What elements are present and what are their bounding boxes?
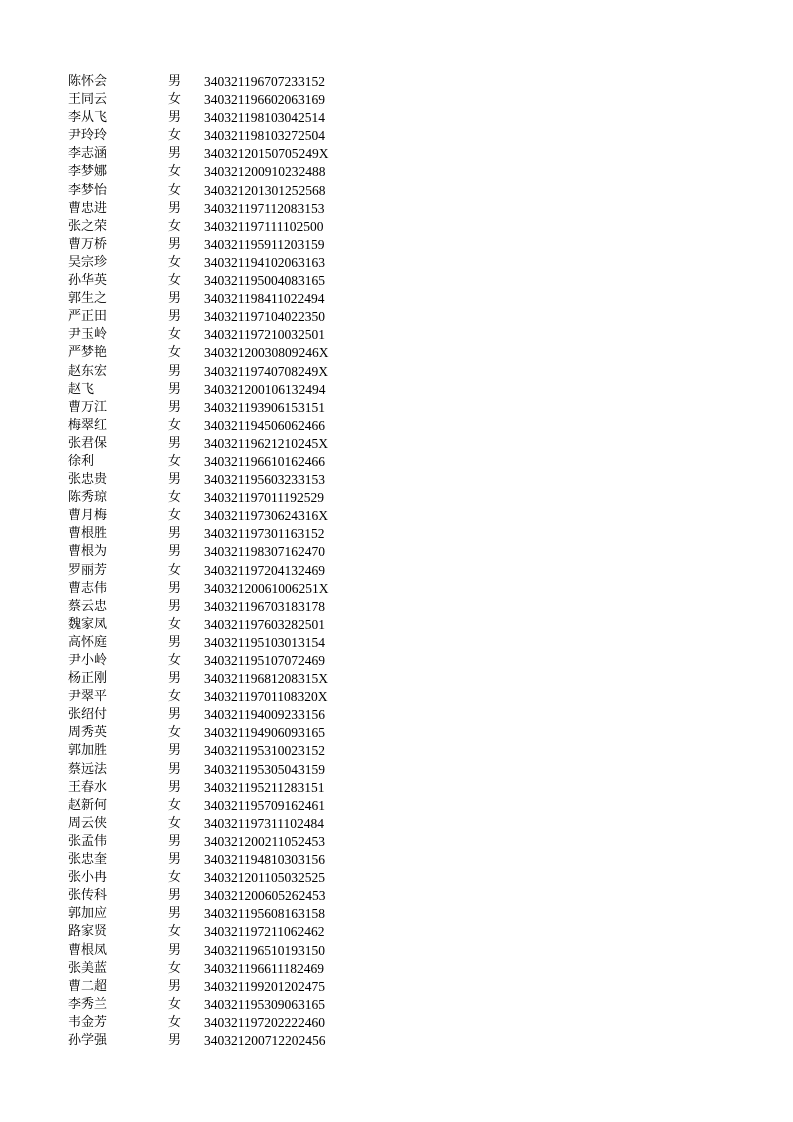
person-name: 周秀英 [68, 725, 108, 741]
roster-row [68, 399, 368, 417]
person-id-number: 340321198307162470 [204, 544, 325, 560]
person-id-number: 340321196610162466 [204, 453, 325, 469]
person-name: 陈怀会 [68, 74, 108, 89]
person-name: 徐利 [68, 453, 95, 469]
roster-row [68, 833, 368, 851]
person-sex: 男 [168, 526, 182, 542]
roster-row [68, 417, 368, 435]
person-name: 蔡云忠 [68, 598, 108, 614]
person-id-number: 340321198103272504 [204, 128, 325, 144]
roster-row [68, 326, 368, 344]
person-name: 曹二超 [68, 978, 108, 994]
person-sex: 女 [168, 453, 182, 469]
person-name: 郭生之 [68, 291, 108, 307]
person-id-number: 340321194906093165 [204, 725, 325, 741]
person-sex: 女 [168, 996, 182, 1012]
person-name: 曹万江 [68, 399, 108, 415]
person-sex: 女 [168, 417, 182, 433]
person-id-number: 340321196510193150 [204, 942, 325, 958]
person-name: 曹月梅 [68, 508, 108, 524]
person-id-number: 340321194810303156 [204, 852, 325, 868]
person-name: 郭加应 [68, 906, 108, 922]
person-sex: 女 [168, 870, 182, 886]
person-name: 路家贤 [68, 924, 108, 940]
roster-row [68, 73, 368, 91]
person-id-number: 34032119621210245X [204, 435, 328, 451]
person-sex: 男 [168, 580, 182, 596]
roster-row [68, 200, 368, 218]
person-sex: 男 [168, 779, 182, 795]
person-sex: 男 [168, 200, 182, 216]
person-sex: 女 [168, 616, 182, 632]
person-sex: 男 [168, 852, 182, 868]
person-id-number: 340321201105032525 [204, 870, 325, 886]
person-name: 曹忠进 [68, 200, 108, 216]
person-sex: 女 [168, 490, 182, 506]
roster-row [68, 489, 368, 507]
person-name: 张之荣 [68, 218, 108, 234]
person-name: 郭加胜 [68, 743, 108, 759]
person-sex: 男 [168, 978, 182, 994]
roster-row [68, 471, 368, 489]
person-name: 严梦艳 [68, 345, 108, 361]
person-name: 张君保 [68, 435, 108, 451]
person-id-number: 340321199201202475 [204, 978, 325, 994]
roster-row [68, 109, 368, 127]
roster-row [68, 236, 368, 254]
person-sex: 男 [168, 833, 182, 849]
person-id-number: 340321196707233152 [204, 74, 325, 89]
roster-row [68, 91, 368, 109]
person-name: 王春水 [68, 779, 108, 795]
person-id-number: 340321198411022494 [204, 291, 325, 307]
roster-row [68, 1014, 368, 1032]
person-sex: 男 [168, 598, 182, 614]
roster-row [68, 543, 368, 561]
roster-row [68, 851, 368, 869]
roster-row [68, 290, 368, 308]
person-sex: 女 [168, 924, 182, 940]
person-name: 蔡远法 [68, 761, 108, 777]
roster-row [68, 978, 368, 996]
person-id-number: 340321195709162461 [204, 797, 325, 813]
person-id-number: 340321195305043159 [204, 761, 325, 777]
person-id-number: 340321197202222460 [204, 1014, 325, 1030]
person-id-number: 34032119740708249X [204, 363, 328, 379]
roster-row [68, 308, 368, 326]
person-sex: 女 [168, 218, 182, 234]
person-name: 韦金芳 [68, 1014, 108, 1030]
person-sex: 女 [168, 254, 182, 270]
person-sex: 男 [168, 942, 182, 958]
person-id-number: 340321196703183178 [204, 598, 325, 614]
roster-row [68, 923, 368, 941]
person-id-number: 340321193906153151 [204, 399, 325, 415]
person-name: 罗丽芳 [68, 562, 108, 578]
person-id-number: 340321194506062466 [204, 417, 325, 433]
roster-row [68, 706, 368, 724]
person-sex: 女 [168, 960, 182, 976]
person-name: 尹玉岭 [68, 327, 108, 343]
roster-row [68, 905, 368, 923]
person-name: 曹根凤 [68, 942, 108, 958]
roster-row [68, 815, 368, 833]
person-id-number: 34032119681208315X [204, 671, 328, 687]
person-id-number: 340321201301252568 [204, 182, 326, 198]
roster-row [68, 145, 368, 163]
person-id-number: 340321197603282501 [204, 616, 325, 632]
person-sex: 男 [168, 888, 182, 904]
roster-row [68, 435, 368, 453]
person-name: 李志涵 [68, 146, 108, 162]
person-name: 张孟伟 [68, 833, 108, 849]
person-id-number: 340321195608163158 [204, 906, 325, 922]
roster-row [68, 887, 368, 905]
person-sex: 女 [168, 128, 182, 144]
person-sex: 男 [168, 435, 182, 451]
person-id-number: 340321195603233153 [204, 472, 325, 488]
person-name: 李从飞 [68, 110, 108, 126]
person-id-number: 340321200106132494 [204, 381, 326, 397]
person-sex: 男 [168, 363, 182, 379]
person-sex: 女 [168, 689, 182, 705]
person-sex: 男 [168, 761, 182, 777]
person-id-number: 340321195103013154 [204, 634, 325, 650]
person-id-number: 340321197104022350 [204, 309, 325, 325]
person-id-number: 340321195211283151 [204, 779, 325, 795]
person-id-number: 34032120150705249X [204, 146, 329, 162]
roster-row [68, 960, 368, 978]
person-id-number: 340321200910232488 [204, 164, 326, 180]
person-sex: 男 [168, 309, 182, 325]
roster-row [68, 562, 368, 580]
person-sex: 男 [168, 671, 182, 687]
roster-row [68, 254, 368, 272]
person-id-number: 340321197301163152 [204, 526, 325, 542]
person-name: 张小冉 [68, 870, 108, 886]
person-id-number: 34032120030809246X [204, 345, 329, 361]
person-id-number: 34032120061006251X [204, 580, 329, 596]
roster-row [68, 344, 368, 362]
person-sex: 男 [168, 707, 182, 723]
person-name: 孙学强 [68, 1032, 108, 1048]
person-name: 张传科 [68, 888, 108, 904]
person-sex: 女 [168, 1014, 182, 1030]
person-id-number: 340321200605262453 [204, 888, 326, 904]
roster-row [68, 779, 368, 797]
person-id-number: 340321198103042514 [204, 110, 325, 126]
person-id-number: 340321195107072469 [204, 653, 325, 668]
person-name: 高怀庭 [68, 634, 108, 650]
person-id-number: 340321197112083153 [204, 200, 325, 216]
person-name: 李梦怡 [68, 182, 108, 198]
person-sex: 男 [168, 399, 182, 415]
roster-row [68, 272, 368, 290]
person-name: 赵东宏 [68, 363, 108, 379]
person-name: 魏家凤 [68, 616, 108, 632]
roster-row [68, 163, 368, 181]
roster-row [68, 616, 368, 634]
person-sex: 男 [168, 472, 182, 488]
person-id-number: 340321194009233156 [204, 707, 325, 723]
person-id-number: 340321200712202456 [204, 1032, 326, 1048]
person-id-number: 340321196611182469 [204, 960, 324, 976]
person-name: 曹万桥 [68, 236, 108, 252]
person-name: 曹根胜 [68, 526, 108, 542]
roster-row [68, 453, 368, 471]
roster-row [68, 942, 368, 960]
roster-row [68, 634, 368, 652]
person-id-number: 34032119730624316X [204, 508, 328, 524]
person-sex: 女 [168, 508, 182, 524]
person-name: 尹翠平 [68, 689, 108, 705]
roster-list [68, 73, 368, 1050]
person-sex: 女 [168, 182, 182, 198]
roster-row [68, 218, 368, 236]
person-name: 赵飞 [68, 381, 95, 397]
roster-row [68, 580, 368, 598]
person-id-number: 340321195309063165 [204, 996, 325, 1012]
person-name: 尹小岭 [68, 653, 108, 668]
person-sex: 男 [168, 906, 182, 922]
person-name: 孙华英 [68, 273, 108, 289]
person-id-number: 340321197311102484 [204, 815, 324, 831]
roster-row [68, 127, 368, 145]
person-name: 曹志伟 [68, 580, 108, 596]
person-id-number: 340321196602063169 [204, 92, 325, 108]
person-name: 尹玲玲 [68, 128, 108, 144]
person-sex: 男 [168, 110, 182, 126]
person-name: 严正田 [68, 309, 108, 325]
person-sex: 男 [168, 291, 182, 307]
person-sex: 男 [168, 634, 182, 650]
person-sex: 男 [168, 74, 182, 89]
person-sex: 女 [168, 815, 182, 831]
person-sex: 男 [168, 146, 182, 162]
person-name: 王同云 [68, 92, 108, 108]
person-name: 张忠奎 [68, 852, 108, 868]
roster-row [68, 996, 368, 1014]
roster-row [68, 182, 368, 200]
roster-row [68, 797, 368, 815]
roster-row [68, 652, 368, 670]
roster-row [68, 1032, 368, 1050]
roster-row [68, 670, 368, 688]
person-sex: 男 [168, 1032, 182, 1048]
person-name: 李秀兰 [68, 996, 108, 1012]
person-id-number: 340321195004083165 [204, 273, 325, 289]
person-id-number: 340321197204132469 [204, 562, 325, 578]
person-sex: 女 [168, 562, 182, 578]
person-sex: 女 [168, 92, 182, 108]
person-sex: 男 [168, 544, 182, 560]
roster-row [68, 598, 368, 616]
roster-row [68, 507, 368, 525]
person-id-number: 34032119701108320X [204, 689, 328, 705]
person-sex: 女 [168, 797, 182, 813]
person-sex: 女 [168, 164, 182, 180]
person-name: 李梦娜 [68, 164, 108, 180]
person-id-number: 340321194102063163 [204, 254, 325, 270]
person-name: 张绍付 [68, 707, 108, 723]
person-id-number: 340321195911203159 [204, 236, 325, 252]
person-id-number: 340321195310023152 [204, 743, 325, 759]
person-id-number: 340321197211062462 [204, 924, 325, 940]
person-name: 张忠贵 [68, 472, 108, 488]
roster-row [68, 869, 368, 887]
person-sex: 女 [168, 725, 182, 741]
person-sex: 男 [168, 236, 182, 252]
person-id-number: 340321197011192529 [204, 490, 324, 506]
person-name: 陈秀琼 [68, 490, 108, 506]
roster-row [68, 742, 368, 760]
person-sex: 女 [168, 273, 182, 289]
person-name: 吴宗珍 [68, 254, 108, 270]
roster-row [68, 363, 368, 381]
roster-row [68, 381, 368, 399]
roster-row [68, 724, 368, 742]
person-name: 梅翠红 [68, 417, 108, 433]
person-name: 赵新何 [68, 797, 108, 813]
person-sex: 女 [168, 327, 182, 343]
person-id-number: 340321197210032501 [204, 327, 325, 343]
person-sex: 女 [168, 653, 182, 668]
person-name: 曹根为 [68, 544, 108, 560]
roster-row [68, 688, 368, 706]
person-id-number: 340321200211052453 [204, 833, 325, 849]
person-name: 张美蓝 [68, 960, 108, 976]
person-sex: 男 [168, 743, 182, 759]
person-id-number: 340321197111102500 [204, 218, 324, 234]
person-name: 周云侠 [68, 815, 108, 831]
roster-row [68, 761, 368, 779]
roster-row [68, 525, 368, 543]
person-name: 杨正刚 [68, 671, 108, 687]
person-sex: 女 [168, 345, 182, 361]
person-sex: 男 [168, 381, 182, 397]
